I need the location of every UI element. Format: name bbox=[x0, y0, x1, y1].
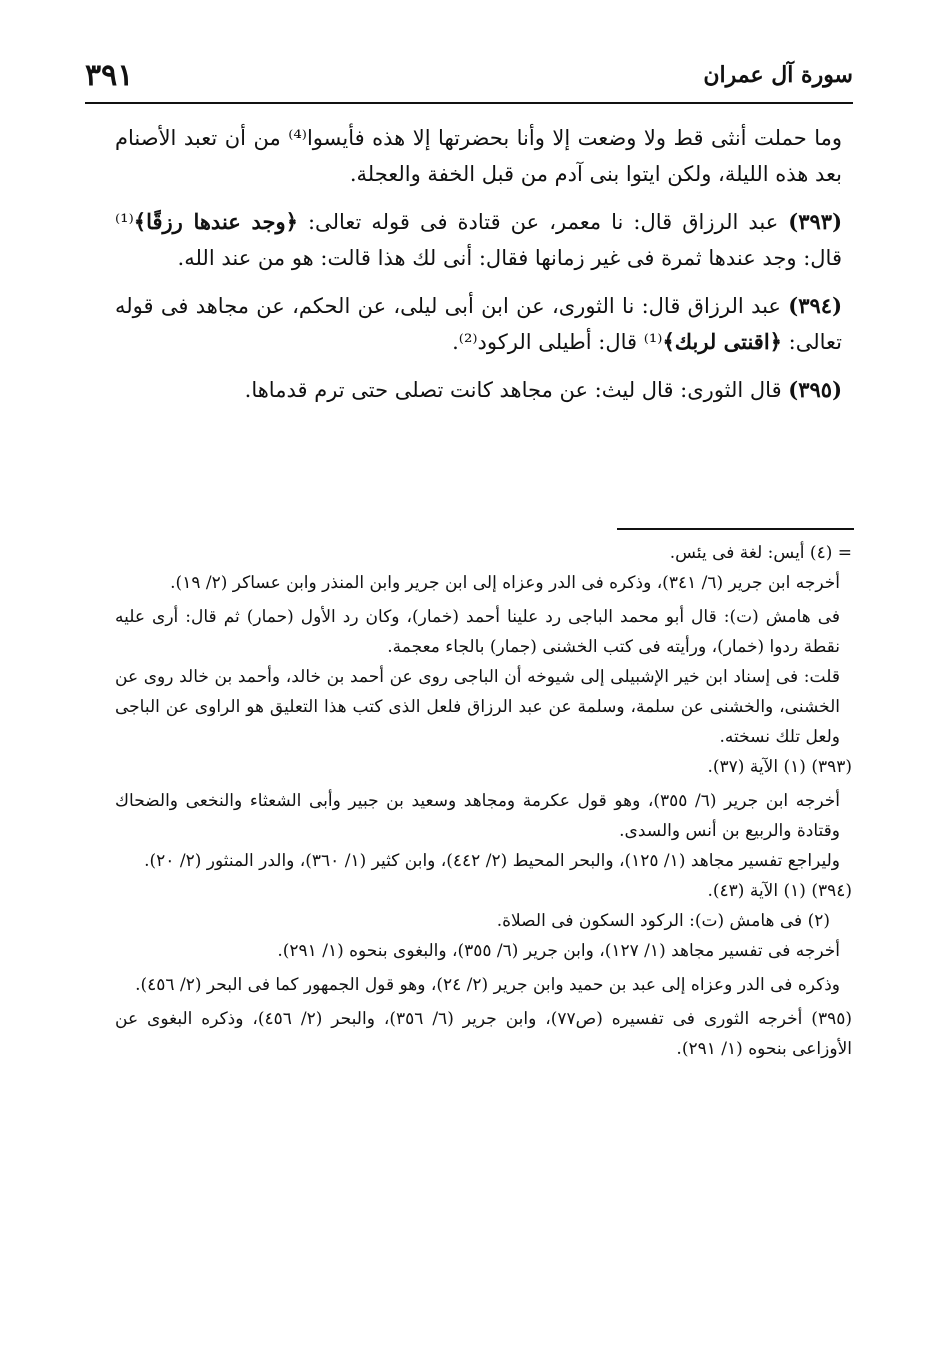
entry-393 bbox=[115, 204, 842, 276]
entry-text: ⁽¹⁾ قال: وجد عندها ثمرة فى غير زمانها فقال: أنى لك هذا قالت: هو من عند الله. bbox=[115, 210, 842, 270]
surah-title: سورة آل عمران bbox=[703, 62, 853, 88]
entry-text: عبد الرزاق قال: نا الثورى، عن ابن أبى ليلى، عن الحكم، عن مجاهد فى قوله تعالى: bbox=[115, 294, 842, 354]
quran-quote: ﴿وجد عندها رزقًا﴾ bbox=[133, 209, 298, 234]
footnote: (٣٩٤) (١) الآية (٤٣). bbox=[707, 881, 852, 901]
footnote: (٣٩٥) أخرجه الثورى فى تفسيره (ص٧٧)، وابن جرير (٦/ ٣٥٦)، والبحر (٢/ ٤٥٦)، وذكره البغوى عن الأوزاعى بنحوه (١/ ٢٩١). bbox=[115, 1009, 852, 1059]
footnote: أخرجه ابن جرير (٦/ ٣٥٥)، وهو قول عكرمة ومجاهد وسعيد بن جبير وأبى الشعثاء والنخعى والضحاك وقتادة والربيع بن أنس والسدى. bbox=[115, 791, 840, 841]
page-number: ٣٩١ bbox=[85, 58, 134, 93]
entry-text: قال الثورى: قال ليث: عن مجاهد كانت تصلى حتى ترم قدماها. bbox=[244, 378, 789, 402]
quran-quote: ﴿اقنتى لربك﴾ bbox=[662, 329, 782, 354]
entry-text: ⁽¹⁾ قال: أطيلى الركود⁽²⁾. bbox=[452, 330, 663, 354]
entry-395 bbox=[115, 372, 842, 408]
footnote: (٣٩٣) (١) الآية (٣٧). bbox=[707, 757, 852, 777]
footnote: وذكره فى الدر وعزاه إلى عبد بن حميد وابن جرير (٢/ ٢٤)، وهو قول الجمهور كما فى البحر (٢/ ٤٥٦). bbox=[135, 975, 840, 995]
footnote-separator bbox=[617, 528, 854, 530]
footnote: قلت: فى إسناد ابن خير الإشبيلى إلى شيوخه أن الباجى روى عن أحمد بن خالد، وأحمد بن خالد روى عن الخشنى، والخشنى عن سلمة، وسلمة عن عبد الرزاق فلعل الذى كتب هذا التعليق هو الراوى عن الباجى ولعل تلك نسخته. bbox=[115, 667, 840, 747]
entry-number: (٣٩٥) bbox=[788, 377, 842, 402]
entry-394 bbox=[115, 288, 842, 360]
footnote: أخرجه فى تفسير مجاهد (١/ ١٢٧)، وابن جرير (٦/ ٣٥٥)، والبغوى بنحوه (١/ ٢٩١). bbox=[277, 941, 840, 961]
footnote: وليراجع تفسير مجاهد (١/ ١٢٥)، والبحر المحيط (٢/ ٤٤٢)، وابن كثير (١/ ٣٦٠)، والدر المنثور (٢/ ٢٠). bbox=[144, 851, 840, 871]
footnote: فى هامش (ت): قال أبو محمد الباجى رد علينا أحمد (خمار)، وكان رد الأول (حمار) ثم قال: أرى عليه نقطة ردوا (خمار)، ورأيته فى كتب الخشنى (جمار) بالجاء معجمة. bbox=[115, 607, 840, 657]
footnote: = (٤) أيس: لغة فى يئس. bbox=[669, 543, 852, 563]
header-rule bbox=[85, 102, 853, 104]
entry-number: (٣٩٤) bbox=[788, 293, 842, 318]
footnote: أخرجه ابن جرير (٦/ ٣٤١)، وذكره فى الدر وعزاه إلى ابن جرير وابن المنذر وابن عساكر (٢/ ١٩). bbox=[170, 573, 840, 593]
entry-text: عبد الرزاق قال: نا معمر، عن قتادة فى قوله تعالى: bbox=[297, 210, 789, 234]
footnotes bbox=[115, 538, 852, 1064]
page-header bbox=[85, 58, 853, 104]
entry-number: (٣٩٣) bbox=[788, 209, 842, 234]
main-text bbox=[115, 120, 842, 420]
footnote: (٢) فى هامش (ت): الركود السكون فى الصلاة. bbox=[496, 911, 830, 931]
paragraph-continuation: وما حملت أنثى قط ولا وضعت إلا وأنا بحضرتها إلا هذه فأيسوا⁽⁴⁾ من أن تعبد الأصنام بعد هذه الليلة، ولكن ايتوا بنى آدم من قبل الخفة والعجلة. bbox=[115, 126, 842, 186]
